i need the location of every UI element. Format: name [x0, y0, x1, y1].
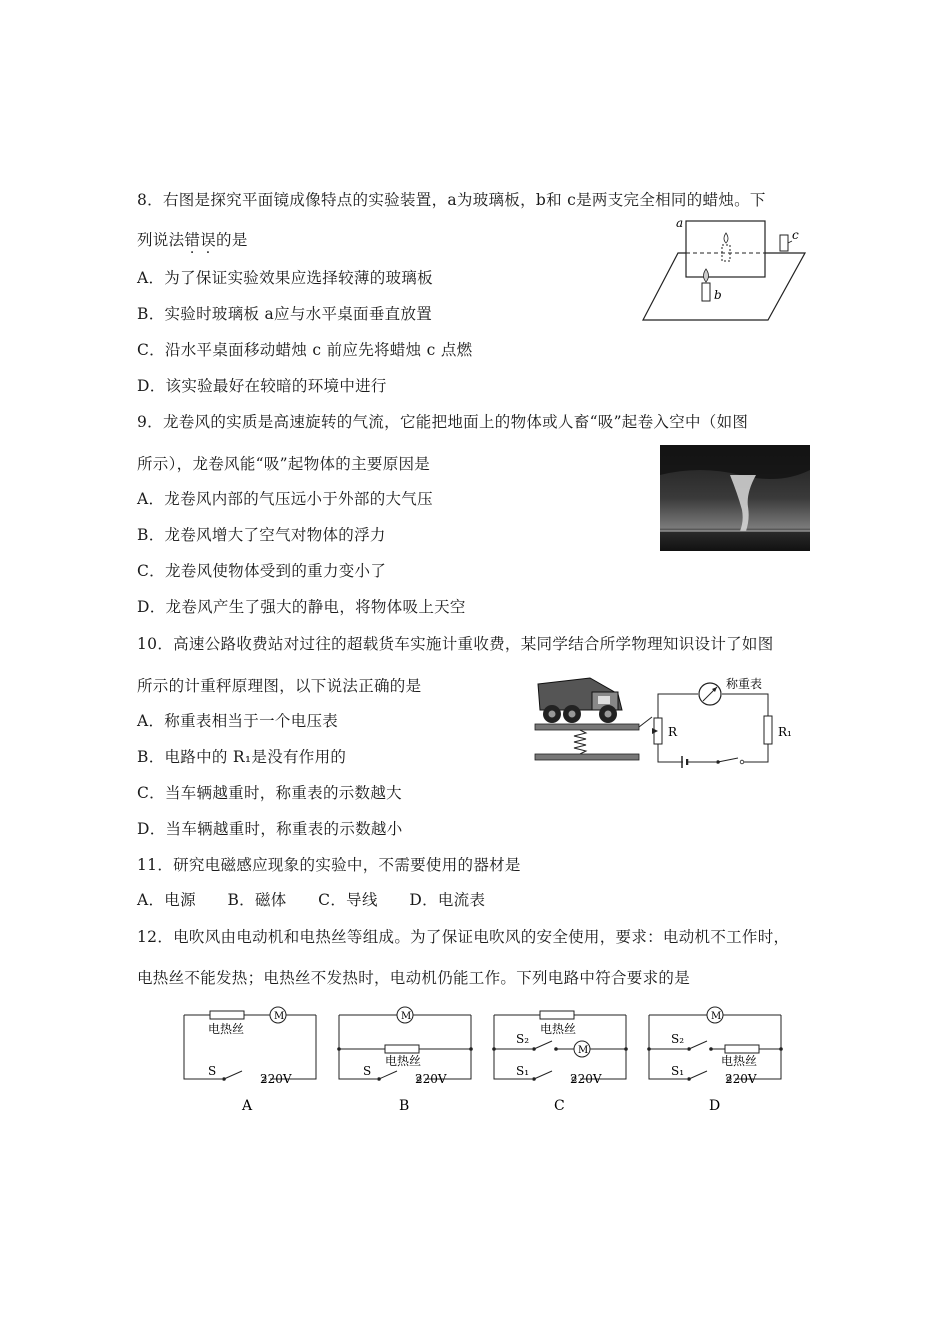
q8-emphasis-2: 误: [200, 231, 217, 249]
circuit-b-switch: S: [363, 1064, 372, 1078]
circuit-d-heater-label: 电热丝: [721, 1054, 758, 1068]
q10-r1-label: R₁: [778, 725, 792, 739]
circuit-a-motor: M: [274, 1011, 285, 1022]
q8-stem-line2: [137, 230, 248, 250]
q8-label-b: b: [714, 288, 722, 302]
q8-mirror-figure: [640, 215, 815, 325]
circuit-b-motor: M: [401, 1011, 412, 1022]
q9-option-b: B．龙卷风增大了空气对物体的浮力: [137, 526, 386, 544]
q12-stem-line1: 12．电吹风由电动机和电热丝等组成。为了保证电吹风的安全使用，要求：电动机不工作时，: [137, 928, 790, 946]
circuit-d-switch-1: S₁: [671, 1064, 685, 1078]
circuit-d-letter: D: [709, 1098, 721, 1114]
q9-option-c: C．龙卷风使物体受到的重力变小了: [137, 562, 387, 580]
q9-option-d: D．龙卷风产生了强大的静电，将物体吸上天空: [137, 598, 466, 616]
truck-image: [538, 678, 622, 723]
circuit-b: [335, 1003, 475, 1118]
q8-emphasis-1: 错: [184, 231, 201, 249]
circuit-c: [490, 1003, 630, 1118]
q8-option-c: C．沿水平桌面移动蜡烛 c 前应先将蜡烛 c 点燃: [137, 341, 473, 359]
q8-option-a: A．为了保证实验效果应选择较薄的玻璃板: [137, 269, 433, 287]
circuit-c-motor: M: [578, 1045, 589, 1056]
q8-option-d: D．该实验最好在较暗的环境中进行: [137, 377, 387, 395]
circuit-d-motor: M: [711, 1011, 722, 1022]
q9-option-a: A．龙卷风内部的气压远小于外部的大气压: [137, 490, 433, 508]
q10-option-a: A．称重表相当于一个电压表: [137, 712, 339, 730]
q10-option-b: B．电路中的 R₁是没有作用的: [137, 748, 347, 766]
q8-option-b: B．实验时玻璃板 a应与水平桌面垂直放置: [137, 305, 433, 323]
circuit-a-heater-label: 电热丝: [208, 1022, 245, 1036]
circuit-a-voltage: 220V: [260, 1072, 292, 1086]
circuit-a-letter: A: [242, 1098, 253, 1114]
q10-meter-label: 称重表: [726, 677, 763, 691]
circuit-b-letter: B: [399, 1098, 410, 1114]
q10-scale-circuit-figure: [530, 672, 810, 772]
circuit-a-switch: S: [208, 1064, 217, 1078]
q10-option-c: C．当车辆越重时，称重表的示数越大: [137, 784, 402, 802]
q8-stem-line1: 8．右图是探究平面镜成像特点的实验装置，a为玻璃板，b和 c是两支完全相同的蜡烛。下: [137, 191, 766, 209]
circuit-c-switch-2: S₂: [516, 1032, 530, 1046]
circuit-b-heater-label: 电热丝: [385, 1054, 422, 1068]
circuit-c-heater-label: 电热丝: [540, 1022, 577, 1036]
q9-stem-line1: 9．龙卷风的实质是高速旋转的气流，它能把地面上的物体或人畜“吸”起卷入空中（如图: [137, 413, 749, 431]
q10-stem-line2: 所示的计重秤原理图，以下说法正确的是: [137, 677, 422, 695]
circuit-d: [645, 1003, 785, 1118]
q8-stem-post: 的是: [216, 231, 248, 249]
circuit-d-switch-2: S₂: [671, 1032, 685, 1046]
circuit-d-voltage: 220V: [725, 1072, 757, 1086]
q8-label-a: a: [676, 216, 684, 230]
q9-stem-line2: 所示），龙卷风能“吸”起物体的主要原因是: [137, 455, 431, 473]
circuit-c-voltage: 220V: [570, 1072, 602, 1086]
q11-stem: 11．研究电磁感应现象的实验中，不需要使用的器材是: [137, 856, 521, 874]
q11-options: A．电源 B．磁体 C．导线 D．电流表: [137, 891, 486, 909]
tornado-photo: [660, 445, 810, 551]
q10-stem-line1: 10．高速公路收费站对过往的超载货车实施计重收费，某同学结合所学物理知识设计了如图: [137, 635, 774, 653]
circuit-c-switch-1: S₁: [516, 1064, 530, 1078]
q10-option-d: D．当车辆越重时，称重表的示数越小: [137, 820, 403, 838]
q8-label-c: c: [792, 228, 799, 242]
circuit-c-letter: C: [554, 1098, 565, 1114]
q10-r-label: R: [668, 725, 678, 739]
q8-stem-pre: 列说法: [137, 231, 185, 249]
circuit-a: [180, 1003, 320, 1118]
circuit-b-voltage: 220V: [415, 1072, 447, 1086]
q12-stem-line2: 电热丝不能发热；电热丝不发热时，电动机仍能工作。下列电路中符合要求的是: [137, 969, 691, 987]
